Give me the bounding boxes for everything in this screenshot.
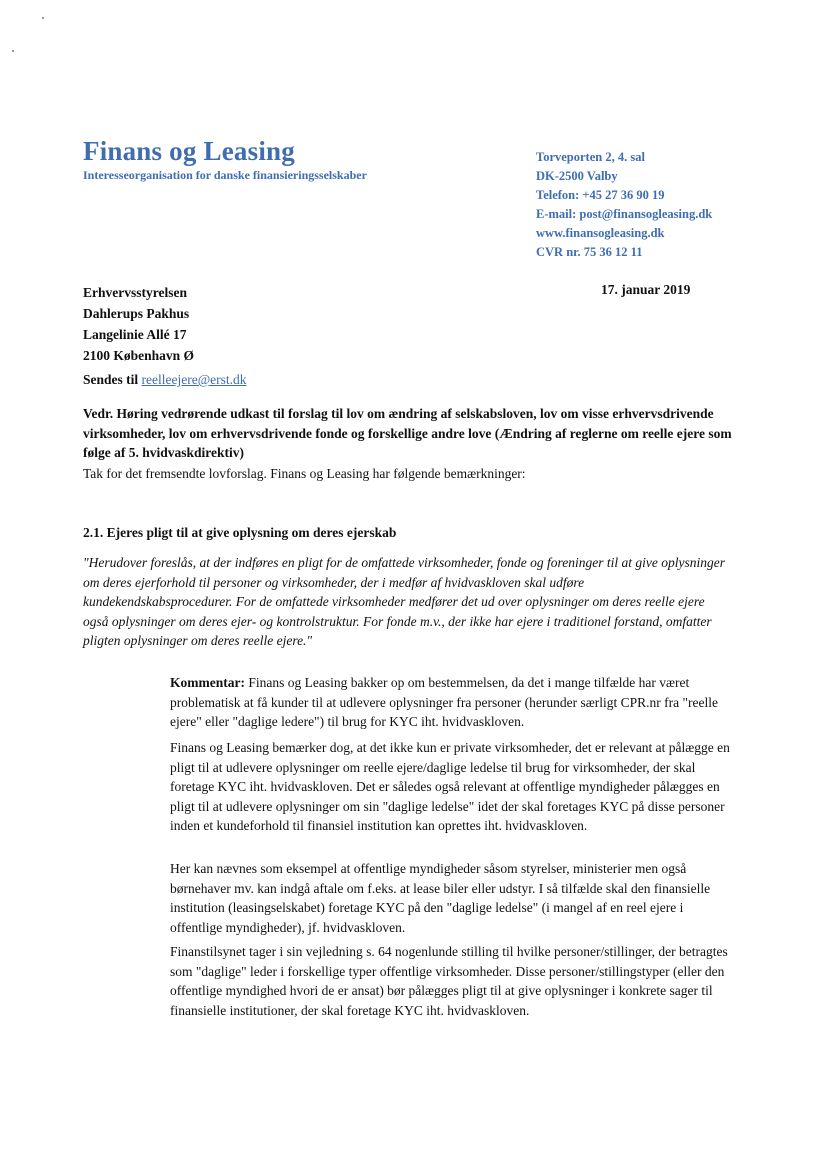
contact-cvr: CVR nr. 75 36 12 11: [536, 245, 643, 259]
org-subtitle: Interesseorganisation for danske finansieringsselskaber: [83, 168, 367, 182]
recipient-line: Dahlerups Pakhus: [83, 306, 190, 321]
sendes-line: [83, 372, 247, 388]
scan-speck: [12, 50, 14, 52]
contact-website: www.finansogleasing.dk: [536, 226, 665, 240]
comment-paragraph-4: Finanstilsynet tager i sin vejledning s. 64 nogenlunde stilling til hvilke personer/stillinger, der betragtes som "daglige" leder i forskellige typer offentlige virksomheder. Disse personer/stillingstyper (eller den offentlige myndighed hvori de er ansat) bør pålægges pligt til at give oplysninger i konkrete sager til finansielle institutioner, der skal foretage KYC iht. hvidvaskloven.: [170, 944, 728, 1018]
comment-paragraph-1: [170, 673, 730, 732]
section-quote: "Herudover foreslås, at der indføres en pligt for de omfattede virksomheder, fonde og foreninger til at give oplysninger om deres ejerforhold til personer og virksomheder, der i medfør af hvidvaskloven skal udføre kundekendskabsprocedurer. For de omfattede virksomheder medfører det ud over oplysninger om deres reelle ejere også oplysninger om deres ejer- og kontrolstruktur. For fonde m.v., der ikke har ejere i traditionel forstand, omfatter pligten oplysninger om deres reelle ejere.": [83, 555, 725, 648]
recipient-line: Erhvervsstyrelsen: [83, 285, 187, 300]
contact-phone: Telefon: +45 27 36 90 19: [536, 188, 665, 202]
comment-text-1: Finans og Leasing bakker op om bestemmelsen, da det i mange tilfælde har været problematisk at få kunder til at udlevere oplysninger fra personer (herunder særligt CPR.nr fra "reelle ejere" eller "daglige ledere") til brug for KYC iht. hvidvaskloven.: [170, 675, 718, 729]
comment-paragraph-2: Finans og Leasing bemærker dog, at det ikke kun er private virksomheder, det er relevant at pålægge en pligt til at udlevere oplysninger om reelle ejere/daglige ledelse til brug for virksomheder, der skal foretage KYC iht. hvidvaskloven. Det er således også relevant at offentlige myndigheder pålægges en pligt til at udlevere oplysninger om sin "daglige ledelse" idet der skal foretages KYC på disse personer inden et kundeforhold til finansiel institution kan oprettes iht. hvidvaskloven.: [170, 740, 730, 833]
subject-line: Vedr. Høring vedrørende udkast til forslag til lov om ændring af selskabsloven, lov om visse erhvervsdrivende virksomheder, lov om erhvervsdrivende fonde og forskellige andre love (Ændring af reglerne om reelle ejere som følge af 5. hvidvaskdirektiv): [83, 406, 732, 460]
contact-block: [536, 148, 712, 262]
contact-address: Torveporten 2, 4. sal: [536, 150, 645, 164]
org-name: Finans og Leasing: [83, 136, 295, 166]
recipient-line: Langelinie Allé 17: [83, 327, 187, 342]
comment-label: Kommentar:: [170, 675, 245, 690]
contact-email: E-mail: post@finansogleasing.dk: [536, 207, 713, 221]
scan-speck: [42, 17, 44, 19]
recipient-address: [83, 282, 194, 366]
recipient-line: 2100 København Ø: [83, 348, 195, 363]
recipient-email-link[interactable]: reelleejere@erst.dk: [141, 372, 247, 387]
contact-postal: DK-2500 Valby: [536, 169, 618, 183]
comment-paragraph-3: Her kan nævnes som eksempel at offentlige myndigheder såsom styrelser, ministerier men også børnehaver mv. kan indgå aftale om f.eks. at lease biler eller udstyr. I så tilfælde skal den finansielle institution (leasingselskabet) foretage KYC på den "daglige ledelse" (i mangel af en reel ejere i offentlige myndigheder), jf. hvidvaskloven.: [170, 861, 711, 935]
letter-date: 17. januar 2019: [601, 282, 691, 297]
intro-text: Tak for det fremsendte lovforslag. Finans og Leasing har følgende bemærkninger:: [83, 466, 526, 481]
section-heading: 2.1. Ejeres pligt til at give oplysning om deres ejerskab: [83, 525, 397, 540]
sendes-label: Sendes til: [83, 372, 139, 387]
